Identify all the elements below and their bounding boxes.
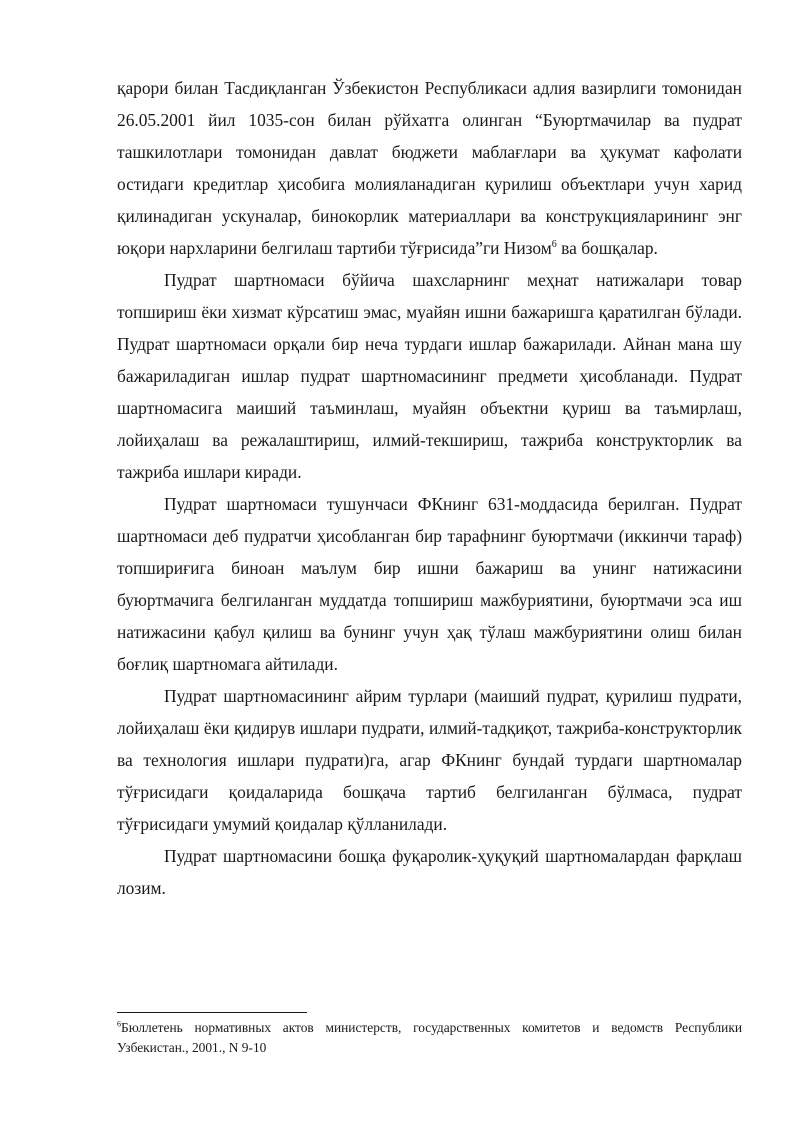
paragraph-1-tail: ва бошқалар.	[556, 238, 658, 258]
document-body	[117, 72, 742, 904]
paragraph-2: Пудрат шартномаси бўйича шахсларнинг меҳнат натижалари товар топшириш ёки хизмат кўрсатиш эмас, муайян ишни бажаришга қаратилган бўлади. Пудрат шартномаси орқали бир неча турдаги ишлар бажарилади. Айнан мана шу бажариладиган ишлар пудрат шартномасининг предмети ҳисобланади. Пудрат шартномасига маиший таъминлаш, муайян объектни қуриш ва таъмирлаш, лойиҳалаш ва режалаштириш, илмий-текшириш, тажриба конструкторлик ва тажриба ишлари киради.	[117, 270, 742, 482]
paragraph-1	[117, 72, 742, 264]
paragraph-5: Пудрат шартномасини бошқа фуқаролик-ҳуқуқий шартномалардан фарқлаш лозим.	[117, 846, 742, 898]
paragraph-4: Пудрат шартномасининг айрим турлари (маиший пудрат, қурилиш пудрати, лойиҳалаш ёки қидирув ишлари пудрати, илмий-тадқиқот, тажриба-конструкторлик ва технология ишлари пудрати)га, агар ФКнинг бундай турдаги шартномалар тўғрисидаги қоидаларида бошқача тартиб белгиланган бўлмаса, пудрат тўғрисидаги умумий қоидалар қўлланилади.	[117, 686, 742, 834]
footnote-divider	[117, 1012, 307, 1013]
footnote-reference[interactable]: 6	[551, 239, 557, 251]
footnote-number: 6	[117, 1019, 121, 1029]
paragraph-1-text: қарори билан Тасдиқланган Ўзбекистон Республикаси адлия вазирлиги томонидан 26.05.2001 йил 1035-сон билан рўйхатга олинган “Буюртмачилар ва пудрат ташкилотлари томонидан давлат бюджети маблағлари ва ҳукумат кафолати остидаги кредитлар ҳисобига молияланадиган қурилиш объектлари учун харид қилинадиган ускуналар, бинокорлик материаллари ва конструкцияларининг энг юқори нархларини белгилаш тартиби тўғрисида”ги Низом	[117, 78, 742, 258]
footnote	[117, 1018, 742, 1058]
footnote-text: Бюллетень нормативных актов министерств, государственных комитетов и ведомств Республики Узбекистан., 2001., N 9-10	[117, 1020, 742, 1055]
paragraph-3: Пудрат шартномаси тушунчаси ФКнинг 631-моддасида берилган. Пудрат шартномаси деб пудратчи ҳисобланган бир тарафнинг буюртмачи (иккинчи тараф) топшириғига биноан маълум бир ишни бажариш ва унинг натижасини буюртмачига белгиланган муддатда топшириш мажбуриятини, буюртмачи эса иш натижасини қабул қилиш ва бунинг учун ҳақ тўлаш мажбуриятини олиш билан боғлиқ шартномага айтилади.	[117, 494, 742, 674]
